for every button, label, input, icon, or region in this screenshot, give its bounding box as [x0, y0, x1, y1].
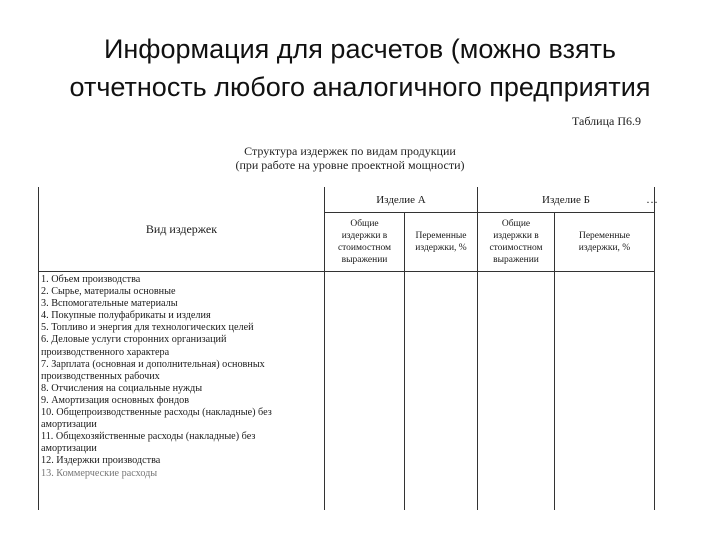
table-caption: Таблица П6.9 [572, 114, 641, 128]
cost-kind-header: Вид издержек [39, 187, 325, 272]
sub-header-line: выражении [493, 255, 539, 265]
cost-item: амортизации [41, 419, 97, 431]
product-a-header [325, 187, 478, 213]
cost-items-cell [39, 272, 325, 510]
cost-item: производственных рабочих [41, 370, 160, 382]
cost-item: 5. Топливо и энергия для технологических целей [41, 322, 254, 334]
product-a-total-cost-cell [325, 272, 405, 510]
table-heading-line-1: Структура издержек по видам продукции [244, 144, 456, 158]
product-a-total-cost-header [325, 213, 405, 272]
cost-item: производственного характера [41, 346, 170, 358]
cost-item: 8. Отчисления на социальные нужды [41, 382, 203, 394]
sub-header-line: издержки, % [578, 243, 631, 253]
sub-header-line: Общие [501, 219, 531, 229]
product-b-total-cost-header [478, 213, 555, 272]
sub-header-line: издержки, % [415, 243, 467, 253]
cost-structure-table [38, 187, 658, 510]
cost-item: 7. Зарплата (основная и дополнительная) основных [41, 358, 265, 370]
cost-item: 12. Издержки производства [41, 455, 161, 467]
cost-item: 1. Объем производства [41, 274, 141, 285]
cost-item: 2. Сырье, материалы основные [41, 286, 176, 298]
cost-item: амортизации [41, 443, 97, 455]
cost-item: 6. Деловые услуги сторонних организаций [41, 334, 227, 346]
table-heading [180, 144, 520, 172]
product-a-variable-cost-cell [405, 272, 478, 510]
slide-title [0, 30, 720, 106]
cost-item: 9. Амортизация основных фондов [41, 394, 190, 406]
product-a-variable-cost-header [405, 213, 478, 272]
cost-item: 13. Коммерческие расходы [41, 467, 158, 479]
product-b-name: Изделие Б [542, 193, 590, 206]
sub-header-line: стоимостном [337, 243, 392, 253]
cost-item: 4. Покупные полуфабрикаты и изделия [41, 310, 211, 322]
sub-header-line: стоимостном [489, 243, 543, 253]
cost-item: 3. Вспомогательные материалы [41, 298, 178, 310]
product-b-total-cost-cell [478, 272, 555, 510]
product-a-name: Изделие А [376, 193, 426, 206]
more-products-ellipsis: … [646, 192, 658, 206]
sub-header-line: издержки в [341, 231, 388, 241]
table-heading-line-2: (при работе на уровне проектной мощности) [235, 158, 465, 172]
slide-title-line-1: Информация для расчетов (можно взять [103, 34, 616, 64]
sub-header-line: издержки в [493, 231, 539, 241]
cost-item: 10. Общепроизводственные расходы (накладные) без [41, 407, 272, 419]
product-b-variable-cost-cell [555, 272, 655, 510]
sub-header-line: Переменные [578, 231, 631, 241]
sub-header-line: Переменные [415, 231, 467, 241]
slide-title-line-2: отчетность любого аналогичного предприятия [69, 72, 651, 102]
product-b-header [478, 187, 658, 213]
sub-header-line: Общие [350, 219, 379, 229]
product-b-variable-cost-header [555, 213, 655, 272]
sub-header-line: выражении [341, 255, 388, 265]
cost-item: 11. Общехозяйственные расходы (накладные) без [41, 431, 256, 443]
